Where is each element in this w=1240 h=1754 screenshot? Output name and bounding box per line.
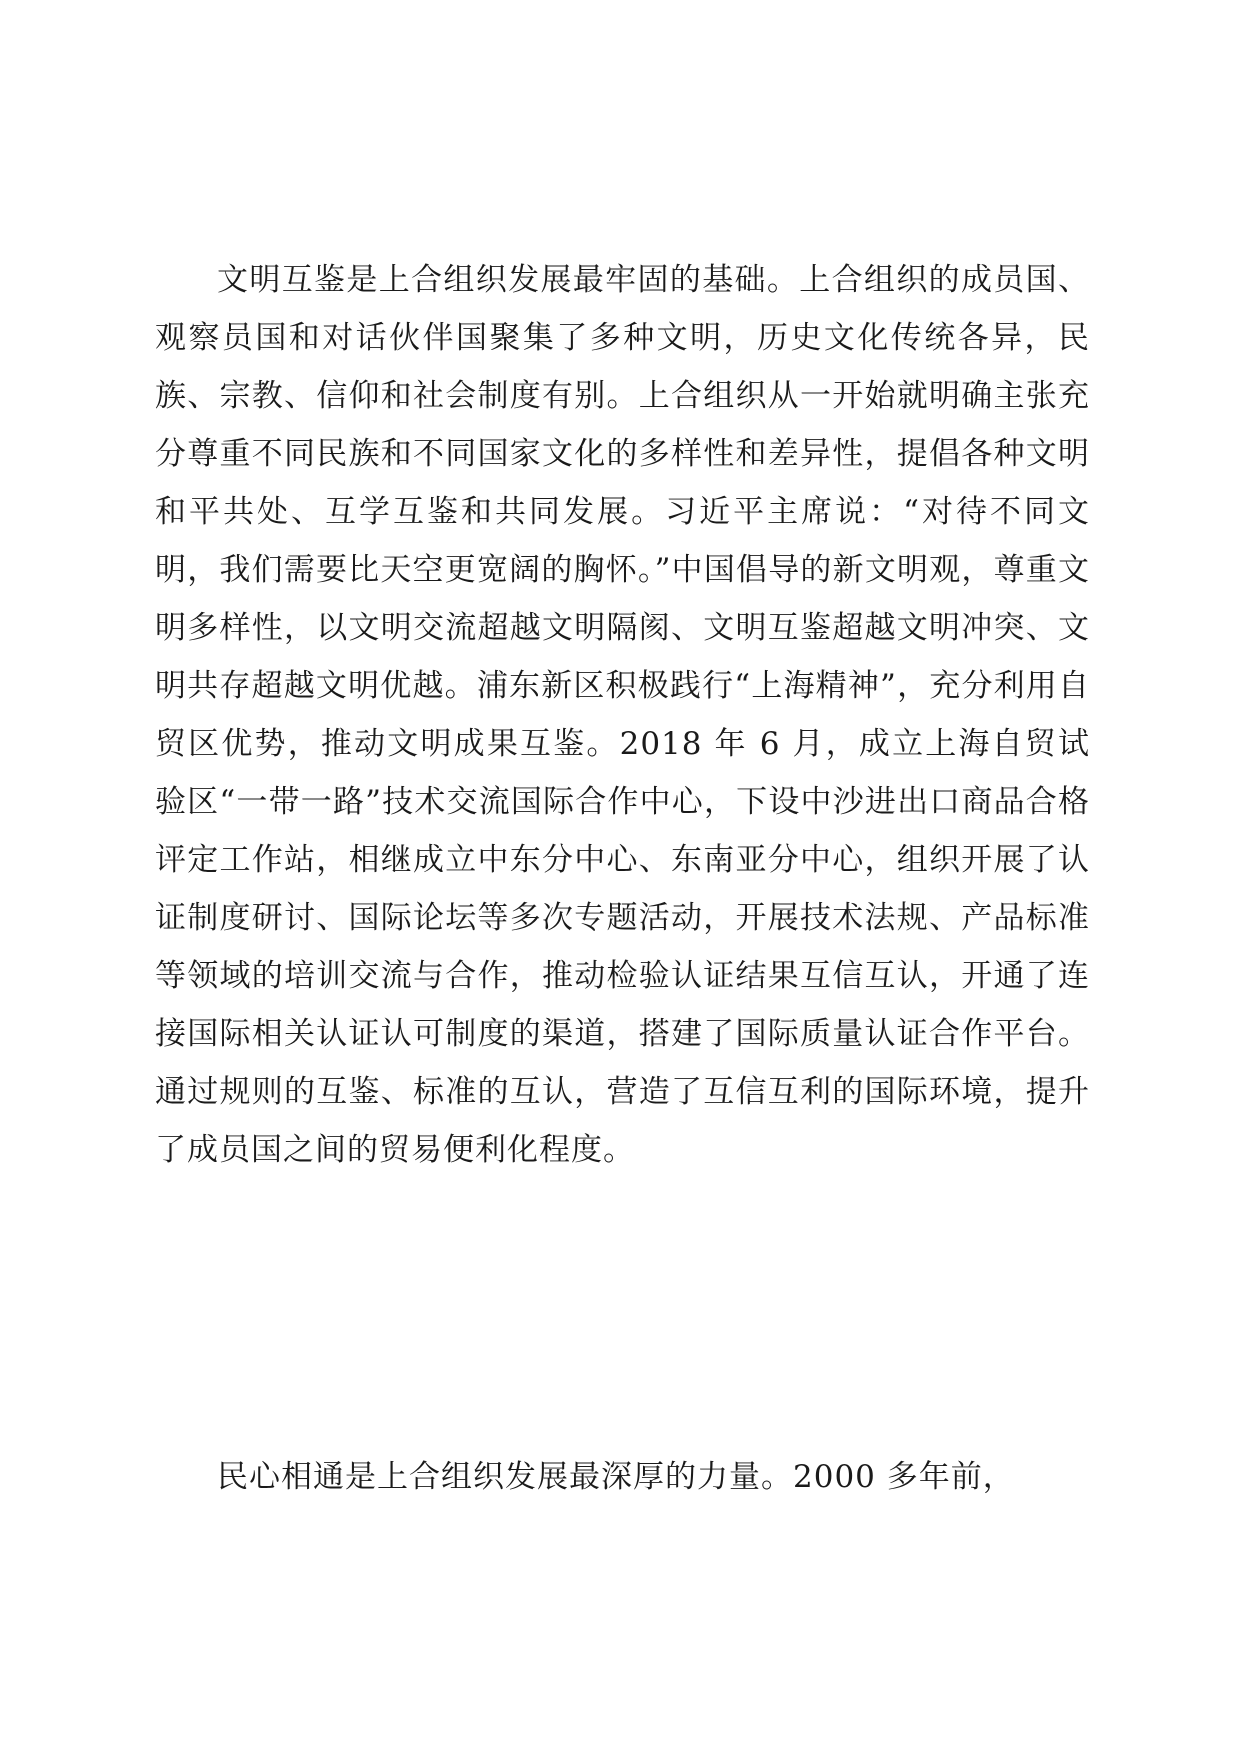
body-paragraph-civilization-exchange: 文明互鉴是上合组织发展最牢固的基础。上合组织的成员国、观察员国和对话伙伴国聚集了多种文明，历史文化传统各异，民族、宗教、信仰和社会制度有别。上合组织从一开始就明确主张充分尊重不同民族和不同国家文化的多样性和差异性，提倡各种文明和平共处、互学互鉴和共同发展。习近平主席说：“对待不同文明，我们需要比天空更宽阔的胸怀。”中国倡导的新文明观，尊重文明多样性，以文明交流超越文明隔阂、文明互鉴超越文明冲突、文明共存超越文明优越。浦东新区积极践行“上海精神”，充分利用自贸区优势，推动文明成果互鉴。2018 年 6 月，成立上海自贸试验区“一带一路”技术交流国际合作中心，下设中沙进出口商品合格评定工作站，相继成立中东分中心、东南亚分中心，组织开展了认证制度研讨、国际论坛等多次专题活动，开展技术法规、产品标准等领域的培训交流与合作，推动检验认证结果互信互认，开通了连接国际相关认证认可制度的渠道，搭建了国际质量认证合作平台。通过规则的互鉴、标准的互认，营造了互信互利的国际环境，提升了成员国之间的贸易便利化程度。: [155, 262, 1090, 1168]
body-paragraph-people-bond: 民心相通是上合组织发展最深厚的力量。2000 多年前，: [217, 1459, 1015, 1495]
